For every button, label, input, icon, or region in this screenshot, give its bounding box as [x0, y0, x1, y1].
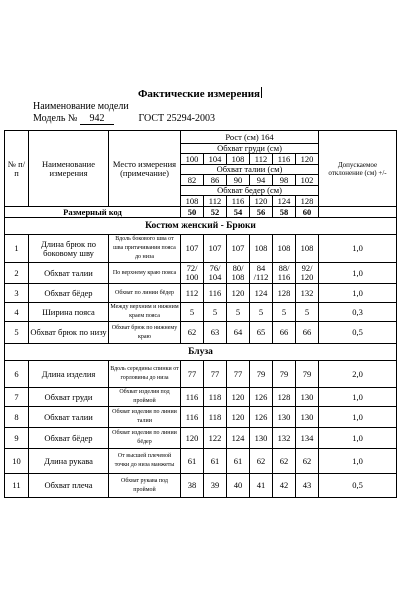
section-header-row [5, 344, 397, 361]
size-value: 62 [273, 449, 296, 474]
header-tolerance: Допускаемое отклонение (см) +/- [319, 131, 397, 207]
size-value: 66 [296, 322, 319, 344]
table-row [5, 235, 397, 263]
model-number-value: 942 [80, 114, 114, 125]
size-value: 5 [227, 303, 250, 322]
row-number: 7 [5, 388, 29, 407]
header-hips-label: Обхват бедер (см) [181, 186, 319, 196]
measurement-name: Ширина пояса [29, 303, 109, 322]
size-value: 77 [181, 361, 204, 388]
size-code-value: 58 [273, 207, 296, 218]
size-value: 122 [204, 428, 227, 449]
model-name-line: Наименование модели [33, 101, 129, 112]
chest-value: 112 [250, 154, 273, 165]
size-code-label: Размерный код [5, 207, 181, 218]
measurement-name: Обхват талии [29, 263, 109, 284]
document-title-text: Фактические измерения [137, 88, 261, 100]
measurement-place: Вдоль бокового шва от шва притачивания пояса до низа [109, 235, 181, 263]
size-value: 128 [273, 388, 296, 407]
tolerance-value: 1,0 [319, 235, 397, 263]
measurement-place: Обхват изделия по линии талии [109, 407, 181, 428]
model-number-line [33, 113, 215, 125]
size-value: 63 [204, 322, 227, 344]
row-number: 5 [5, 322, 29, 344]
size-value: 72/ 100 [181, 263, 204, 284]
measurement-name: Обхват брюк по низу [29, 322, 109, 344]
size-value: 92/ 120 [296, 263, 319, 284]
size-value: 130 [296, 388, 319, 407]
size-value: 40 [227, 474, 250, 498]
size-value: 112 [181, 284, 204, 303]
header-name: Наименование измерения [29, 131, 109, 207]
size-value: 107 [227, 235, 250, 263]
header-number: № п/п [5, 131, 29, 207]
size-value: 134 [296, 428, 319, 449]
size-value: 62 [181, 322, 204, 344]
size-value: 108 [273, 235, 296, 263]
measurement-place: Обхват изделия по линии бёдер [109, 428, 181, 449]
size-code-tolerance-empty [319, 207, 397, 218]
size-code-value: 56 [250, 207, 273, 218]
size-value: 62 [250, 449, 273, 474]
size-value: 118 [204, 388, 227, 407]
size-value: 38 [181, 474, 204, 498]
tolerance-value: 1,0 [319, 449, 397, 474]
text-cursor [261, 87, 262, 98]
size-value: 65 [250, 322, 273, 344]
size-value: 108 [250, 235, 273, 263]
chest-value: 116 [273, 154, 296, 165]
gost-standard: ГОСТ 25294-2003 [138, 113, 215, 124]
size-value: 132 [296, 284, 319, 303]
size-value: 124 [250, 284, 273, 303]
size-value: 120 [227, 388, 250, 407]
chest-value: 108 [227, 154, 250, 165]
table-row [5, 449, 397, 474]
size-value: 43 [296, 474, 319, 498]
table-row [5, 284, 397, 303]
row-number: 6 [5, 361, 29, 388]
row-number: 8 [5, 407, 29, 428]
waist-value: 90 [227, 175, 250, 186]
table-row [5, 322, 397, 344]
hips-value: 108 [181, 196, 204, 207]
row-number: 4 [5, 303, 29, 322]
table-row [5, 474, 397, 498]
chest-value: 104 [204, 154, 227, 165]
size-value: 107 [204, 235, 227, 263]
size-value: 120 [227, 407, 250, 428]
size-value: 79 [273, 361, 296, 388]
size-value: 84 /112 [250, 263, 273, 284]
measurement-place: Обхват по линии бёдер [109, 284, 181, 303]
table-row [5, 303, 397, 322]
table-body [5, 131, 397, 498]
size-value: 66 [273, 322, 296, 344]
size-value: 130 [273, 407, 296, 428]
tolerance-value: 1,0 [319, 263, 397, 284]
hips-value: 128 [296, 196, 319, 207]
size-value: 118 [204, 407, 227, 428]
size-value: 88/ 116 [273, 263, 296, 284]
size-value: 5 [181, 303, 204, 322]
measurement-name: Обхват талии [29, 407, 109, 428]
size-value: 128 [273, 284, 296, 303]
table-row [5, 407, 397, 428]
measurement-place: Обхват изделия под проймой [109, 388, 181, 407]
measurement-name: Обхват плеча [29, 474, 109, 498]
hips-value: 112 [204, 196, 227, 207]
measurement-name: Длина изделия [29, 361, 109, 388]
waist-value: 94 [250, 175, 273, 186]
hips-value: 116 [227, 196, 250, 207]
size-value: 116 [181, 388, 204, 407]
tolerance-value: 0,3 [319, 303, 397, 322]
tolerance-value: 1,0 [319, 407, 397, 428]
measurement-place: Вдоль середины спинки от горловины до низа [109, 361, 181, 388]
table-row [5, 263, 397, 284]
tolerance-value: 1,0 [319, 428, 397, 449]
size-value: 42 [273, 474, 296, 498]
row-number: 2 [5, 263, 29, 284]
measurement-name: Длина брюк по боковому шву [29, 235, 109, 263]
table-row [5, 361, 397, 388]
tolerance-value: 1,0 [319, 388, 397, 407]
measurement-name: Обхват бёдер [29, 428, 109, 449]
measurement-name: Обхват бёдер [29, 284, 109, 303]
size-value: 116 [204, 284, 227, 303]
measurement-place: Между верхним и нижним краем пояса [109, 303, 181, 322]
size-value: 39 [204, 474, 227, 498]
size-code-value: 60 [296, 207, 319, 218]
header-place: Место измерения (примечание) [109, 131, 181, 207]
size-value: 5 [273, 303, 296, 322]
measurement-name: Обхват груди [29, 388, 109, 407]
size-value: 79 [250, 361, 273, 388]
size-value: 61 [181, 449, 204, 474]
measurement-place: От высшей плечевой точки до низа манжеты [109, 449, 181, 474]
size-value: 124 [227, 428, 250, 449]
size-value: 61 [227, 449, 250, 474]
size-value: 5 [250, 303, 273, 322]
waist-value: 82 [181, 175, 204, 186]
size-code-value: 54 [227, 207, 250, 218]
model-number-label: Модель № [33, 113, 78, 124]
size-value: 116 [181, 407, 204, 428]
size-value: 130 [296, 407, 319, 428]
size-value: 130 [250, 428, 273, 449]
waist-value: 86 [204, 175, 227, 186]
section-title: Костюм женский - Брюки [5, 218, 397, 235]
row-number: 1 [5, 235, 29, 263]
measurement-place: Обхват брюк по нижнему краю [109, 322, 181, 344]
size-value: 120 [227, 284, 250, 303]
size-value: 79 [296, 361, 319, 388]
row-number: 9 [5, 428, 29, 449]
chest-value: 100 [181, 154, 204, 165]
row-number: 11 [5, 474, 29, 498]
measurement-name: Длина рукава [29, 449, 109, 474]
size-value: 107 [181, 235, 204, 263]
size-value: 108 [296, 235, 319, 263]
size-value: 77 [227, 361, 250, 388]
header-waist-label: Обхват талии (см) [181, 165, 319, 175]
chest-value: 120 [296, 154, 319, 165]
header-chest-label: Обхват груди (см) [181, 144, 319, 154]
size-value: 64 [227, 322, 250, 344]
measurement-place: По верхнему краю пояса [109, 263, 181, 284]
size-code-row [5, 207, 397, 218]
size-value: 61 [204, 449, 227, 474]
measurement-place: Обхват рукава под проймой [109, 474, 181, 498]
size-value: 132 [273, 428, 296, 449]
size-value: 120 [181, 428, 204, 449]
row-number: 10 [5, 449, 29, 474]
tolerance-value: 2,0 [319, 361, 397, 388]
document-title [0, 87, 400, 100]
size-value: 126 [250, 407, 273, 428]
size-value: 80/ 108 [227, 263, 250, 284]
size-code-value: 50 [181, 207, 204, 218]
hips-value: 120 [250, 196, 273, 207]
size-value: 62 [296, 449, 319, 474]
size-value: 41 [250, 474, 273, 498]
section-title: Блуза [5, 344, 397, 361]
size-code-value: 52 [204, 207, 227, 218]
waist-value: 102 [296, 175, 319, 186]
tolerance-value: 0,5 [319, 474, 397, 498]
measurements-table [4, 130, 397, 498]
size-value: 77 [204, 361, 227, 388]
table-row [5, 388, 397, 407]
tolerance-value: 0,5 [319, 322, 397, 344]
size-value: 5 [204, 303, 227, 322]
table-row [5, 428, 397, 449]
size-value: 76/ 104 [204, 263, 227, 284]
waist-value: 98 [273, 175, 296, 186]
header-height: Рост (см) 164 [181, 131, 319, 144]
row-number: 3 [5, 284, 29, 303]
size-value: 5 [296, 303, 319, 322]
size-value: 126 [250, 388, 273, 407]
hips-value: 124 [273, 196, 296, 207]
tolerance-value: 1,0 [319, 284, 397, 303]
section-header-row [5, 218, 397, 235]
